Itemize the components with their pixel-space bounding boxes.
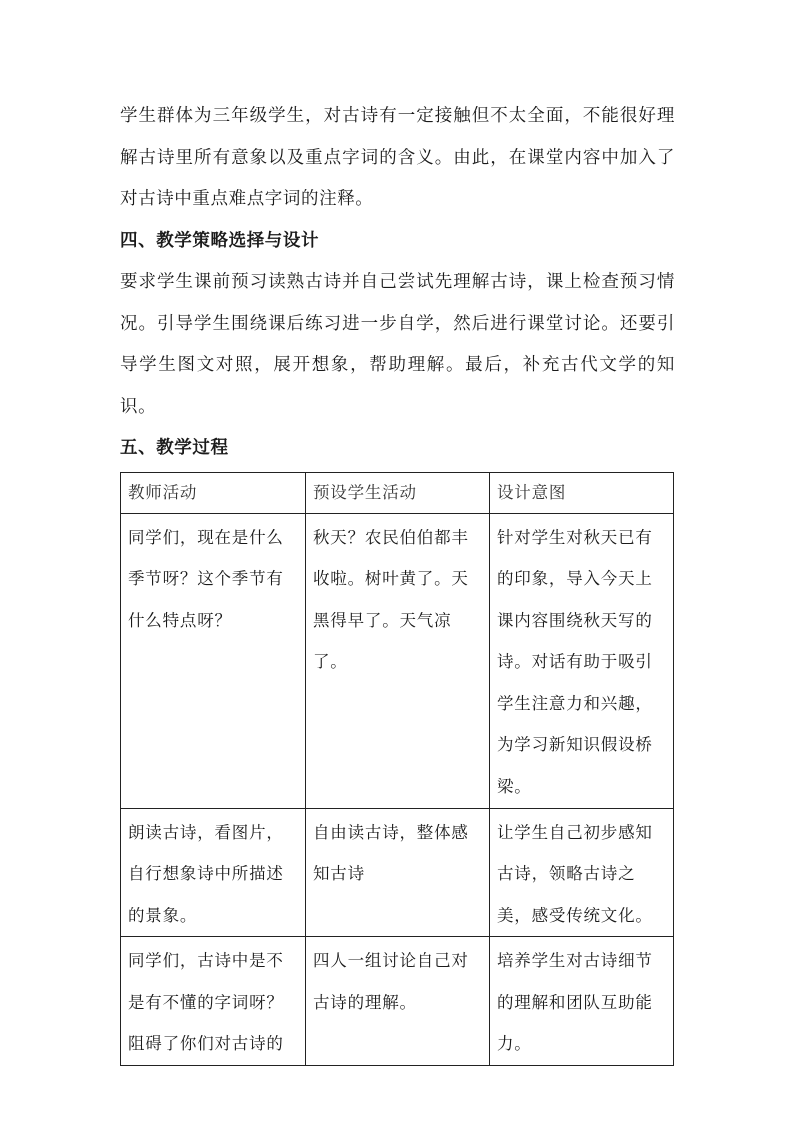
cell-teacher-activity: 同学们，古诗中是不是有不懂的字词呀？阻碍了你们对古诗的 (121, 937, 306, 1066)
header-teacher-activity: 教师活动 (121, 472, 306, 513)
table-row (121, 513, 674, 808)
teaching-process-table (120, 472, 674, 1067)
cell-design-intent: 针对学生对秋天已有的印象，导入今天上课内容围绕秋天写的诗。对话有助于吸引学生注意力和兴趣，为学习新知识假设桥梁。 (490, 513, 674, 808)
header-design-intent: 设计意图 (490, 472, 674, 513)
cell-teacher-activity: 同学们，现在是什么季节呀？这个季节有什么特点呀？ (121, 513, 306, 808)
section-5-heading: 五、教学过程 (120, 438, 229, 458)
header-student-activity: 预设学生活动 (306, 472, 490, 513)
table-header-row (121, 472, 674, 513)
section-4-body: 要求学生课前预习读熟古诗并自己尝试先理解古诗，课上检查预习情况。引导学生围绕课后练习进一步自学，然后进行课堂讨论。还要引导学生图文对照，展开想象，帮助理解。最后，补充古代文学的知识。 (120, 272, 675, 417)
cell-student-activity: 四人一组讨论自己对古诗的理解。 (306, 937, 490, 1066)
cell-teacher-activity: 朗读古诗，看图片，自行想象诗中所描述的景象。 (121, 808, 306, 937)
intro-paragraph: 学生群体为三年级学生，对古诗有一定接触但不太全面，不能很好理解古诗里所有意象以及重点字词的含义。由此，在课堂内容中加入了对古诗中重点难点字词的注释。 (120, 106, 675, 209)
table-row (121, 937, 674, 1066)
cell-student-activity: 自由读古诗，整体感知古诗 (306, 808, 490, 937)
section-4-heading: 四、教学策略选择与设计 (120, 230, 320, 251)
cell-design-intent: 让学生自己初步感知古诗，领略古诗之美，感受传统文化。 (490, 808, 674, 937)
document-page (120, 96, 675, 1066)
cell-student-activity: 秋天？农民伯伯都丰收啦。树叶黄了。天黑得早了。天气凉了。 (306, 513, 490, 808)
cell-design-intent: 培养学生对古诗细节的理解和团队互助能力。 (490, 937, 674, 1066)
table-row (121, 808, 674, 937)
